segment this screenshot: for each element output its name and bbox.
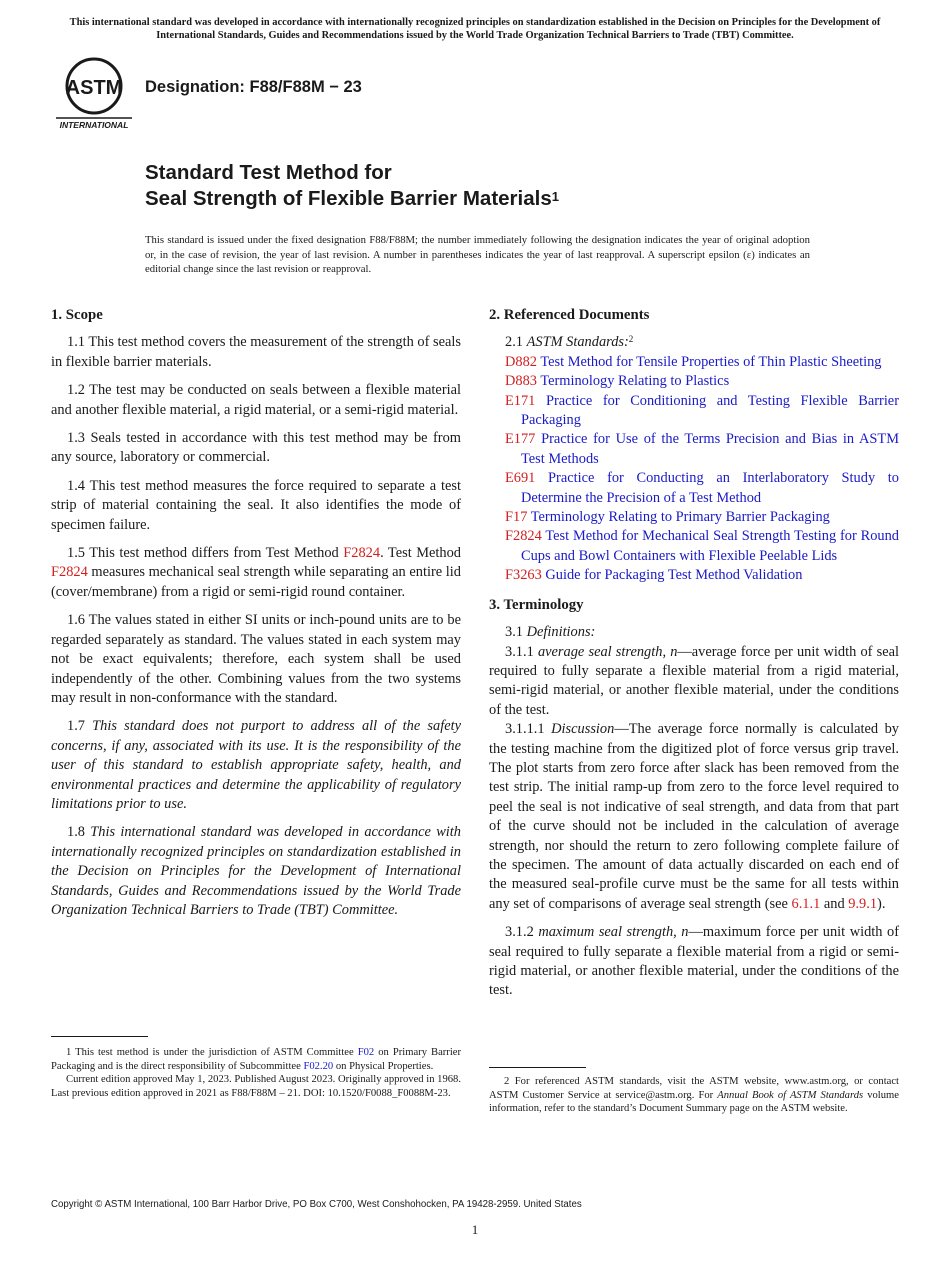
reference-item[interactable] <box>489 469 899 508</box>
ref-code[interactable]: F17 <box>505 509 528 526</box>
ref-code[interactable]: D883 <box>505 373 537 390</box>
reference-item[interactable] <box>489 566 899 585</box>
left-column <box>51 306 461 929</box>
footnote-2-text <box>489 1075 899 1116</box>
p18-num: 1.8 <box>67 824 91 841</box>
p3111-label: Discussion <box>551 721 615 738</box>
title-footnote-ref[interactable]: 1 <box>551 189 559 204</box>
p21-label: ASTM Standards: <box>526 334 629 351</box>
link-f02-20[interactable]: F02.20 <box>303 1060 334 1072</box>
p3111-text: —The average force normally is calculated by the testing machine from the digitized plot of force versus grip travel. The plot starts from zero force after slack has been removed from the test strip. The initial ramp-up from zero to the force level required to peel the seal is not indicative of seal strength, and data from that part of the curve should not be included in the calculation of average strength, nor should the return to zero following complete failure of the specimen. The amount of data actually discarded on each end of the measured seal-profile curve must be the same for all tests within any set of comparisons of average seal strength (see <box>489 721 899 912</box>
paragraph-3-1-1-1 <box>489 720 899 914</box>
paragraph-3-1-2 <box>489 923 899 1001</box>
p311-num: 3.1.1 <box>505 643 538 660</box>
p312-text: —maximum force per unit width of seal required to fully separate a flexible material from a rigid or semi-rigid material, or another flexible material, under the conditions of the test. <box>489 924 899 999</box>
p312-term: maximum seal strength, n <box>538 924 689 941</box>
ref-title[interactable]: Practice for Use of the Terms Precision and Bias in ASTM Test Methods <box>521 431 899 467</box>
fn1-text-c: on Physical Properties. <box>333 1060 434 1072</box>
link-f2824-2[interactable]: F2824 <box>51 564 88 581</box>
ref-code[interactable]: E691 <box>505 470 536 487</box>
paragraph-3-1-1 <box>489 643 899 721</box>
logo-subtext: INTERNATIONAL <box>59 120 129 130</box>
fn2-text-a: 2 For referenced ASTM standards, visit the ASTM website, www.astm.org, or contact ASTM Customer Service at service@astm.org. For <box>489 1076 899 1101</box>
p3111-and: and <box>820 895 849 912</box>
p31-label: Definitions: <box>526 624 596 641</box>
reference-item[interactable] <box>489 392 899 431</box>
reference-item[interactable] <box>489 353 899 372</box>
footnote-rule-right <box>489 1067 586 1068</box>
astm-logo-icon <box>52 56 136 132</box>
footnote-1 <box>51 1046 461 1100</box>
fn1-text-b: on Primary Barrier Packaging and is the direct responsibility of Subcommittee <box>51 1047 461 1072</box>
fn2-text-b: volume information, refer to the standard’s Document Summary page on the ASTM website. <box>489 1089 899 1115</box>
footnote-1-text <box>51 1046 461 1073</box>
header-note: This international standard was developed in accordance with internationally recognized principles on standardization established in the Decision on Principles for the Development of International Standards, Guides and Recommendations issued by the World Trade Organization Technical Barriers to Trade (TBT) Committee. <box>69 17 881 41</box>
p21-num: 2.1 <box>505 334 527 351</box>
link-9-9-1[interactable]: 9.9.1 <box>848 895 878 912</box>
ref-code[interactable]: D882 <box>505 353 537 370</box>
title-line-1: Standard Test Method for <box>145 161 392 184</box>
p17-text: This standard does not purport to address all of the safety concerns, if any, associated with its use. It is the responsibility of the user of this standard to establish appropriate safety, health, and environmental practices and determine the applicability of regulatory limitations prior to use. <box>51 718 461 812</box>
document-title <box>145 160 559 212</box>
p312-num: 3.1.2 <box>505 924 539 941</box>
paragraph-1-3: 1.3 Seals tested in accordance with this test method may be from any source, laboratory or commercial. <box>51 430 461 466</box>
paragraph-1-1: 1.1 This test method covers the measurement of the strength of seals in flexible barrier materials. <box>51 334 461 370</box>
page-number: 1 <box>471 1222 479 1237</box>
ref-title[interactable]: Practice for Conducting an Interlaboratory Study to Determine the Precision of a Test Method <box>521 470 899 506</box>
p15-text-a: 1.5 This test method differs from Test Method <box>67 545 344 562</box>
logo-text: ASTM <box>65 77 123 99</box>
ref-code[interactable]: F3263 <box>505 567 542 584</box>
copyright-line: Copyright © ASTM International, 100 Barr Harbor Drive, PO Box C700, West Conshohocken, PA 19428-2959. United States <box>51 1199 582 1210</box>
p17-num: 1.7 <box>67 718 93 735</box>
section-heading-scope: 1. Scope <box>51 307 103 323</box>
reference-item[interactable] <box>489 430 899 469</box>
footnote-2 <box>489 1075 899 1116</box>
footnote-2-ref[interactable]: 2 <box>628 334 634 345</box>
paragraph-1-6: 1.6 The values stated in either SI units or inch-pound units are to be regarded separately as standard. The values stated in each system may not be exact equivalents; therefore, each system shall be used independently of the other. Combining values from the two systems may result in non-conformance with the standard. <box>51 612 461 706</box>
reference-item[interactable] <box>489 508 899 527</box>
ref-title[interactable]: Test Method for Mechanical Seal Strength Testing for Round Cups and Bowl Containers with Flexible Peelable Lids <box>521 528 899 564</box>
p3111-end: ). <box>877 895 886 912</box>
ref-title[interactable]: Practice for Conditioning and Testing Flexible Barrier Packaging <box>521 392 899 429</box>
paragraph-1-5 <box>51 544 461 602</box>
paragraph-1-2: 1.2 The test may be conducted on seals between a flexible material and another flexible material, a rigid material, or a semi-rigid material. <box>51 382 461 418</box>
p3111-num: 3.1.1.1 <box>505 721 552 738</box>
link-6-1-1[interactable]: 6.1.1 <box>791 895 821 912</box>
p311-text: —average force per unit width of seal required to fully separate a flexible material from a rigid material, semi-rigid material, or another flexible material, under the conditions of the test. <box>489 643 899 718</box>
link-f2824[interactable]: F2824 <box>343 545 381 562</box>
title-line-2: Seal Strength of Flexible Barrier Materials <box>145 187 552 210</box>
paragraph-1-7 <box>51 717 461 814</box>
section-heading-terminology: 3. Terminology <box>489 596 584 613</box>
p15-text-b: . Test Method <box>380 545 461 562</box>
ref-title[interactable]: Terminology Relating to Plastics <box>536 373 730 390</box>
paragraph-1-4: 1.4 This test method measures the force required to separate a test strip of material containing the seal. It also identifies the mode of specimen failure. <box>51 477 461 533</box>
ref-code[interactable]: E171 <box>505 392 536 409</box>
paragraph-3-1 <box>489 623 899 642</box>
p18-text: This international standard was developed in accordance with internationally recognized principles on standardization established in the Decision on Principles for the Development of International Standards, Guides and Recommendations issued by the World Trade Organization Technical Barriers to Trade (TBT) Committee. <box>51 824 461 918</box>
paragraph-1-8 <box>51 823 461 920</box>
fn1-text-a: 1 This test method is under the jurisdiction of ASTM Committee <box>66 1047 358 1058</box>
fn2-text-ital: Annual Book of ASTM Standards <box>717 1089 864 1101</box>
footnote-rule-left <box>51 1036 148 1037</box>
reference-item[interactable] <box>489 372 899 391</box>
issued-note: This standard is issued under the fixed designation F88/F88M; the number immediately following the designation indicates the year of original adoption or, in the case of revision, the year of last revision. A number in parentheses indicates the year of last reapproval. A superscript epsilon (ε) indicates an editorial change since the last revision or reapproval. <box>145 234 810 276</box>
ref-code[interactable]: F2824 <box>505 528 542 545</box>
ref-code[interactable]: E177 <box>505 431 536 448</box>
link-f02[interactable]: F02 <box>357 1047 375 1058</box>
right-column <box>489 306 899 1010</box>
p15-text-c: measures mechanical seal strength while separating an entire lid (cover/membrane) from a rigid or semi-rigid round container. <box>51 564 461 600</box>
ref-title[interactable]: Terminology Relating to Primary Barrier Packaging <box>527 509 830 526</box>
designation: Designation: F88/F88M − 23 <box>145 78 362 96</box>
footnote-1-edition: Current edition approved May 1, 2023. Published August 2023. Originally approved in 1968. Last previous edition approved in 2021 as F88/F88M – 21. DOI: 10.1520/F0088_F0088M-23. <box>51 1074 461 1099</box>
ref-title[interactable]: Guide for Packaging Test Method Validation <box>541 567 803 584</box>
reference-item[interactable] <box>489 527 899 566</box>
paragraph-2-1 <box>489 333 899 352</box>
p311-term: average seal strength, n <box>537 643 678 660</box>
p31-num: 3.1 <box>505 624 527 641</box>
section-heading-referenced-documents: 2. Referenced Documents <box>489 307 650 323</box>
ref-title[interactable]: Test Method for Tensile Properties of Thin Plastic Sheeting <box>536 353 882 370</box>
